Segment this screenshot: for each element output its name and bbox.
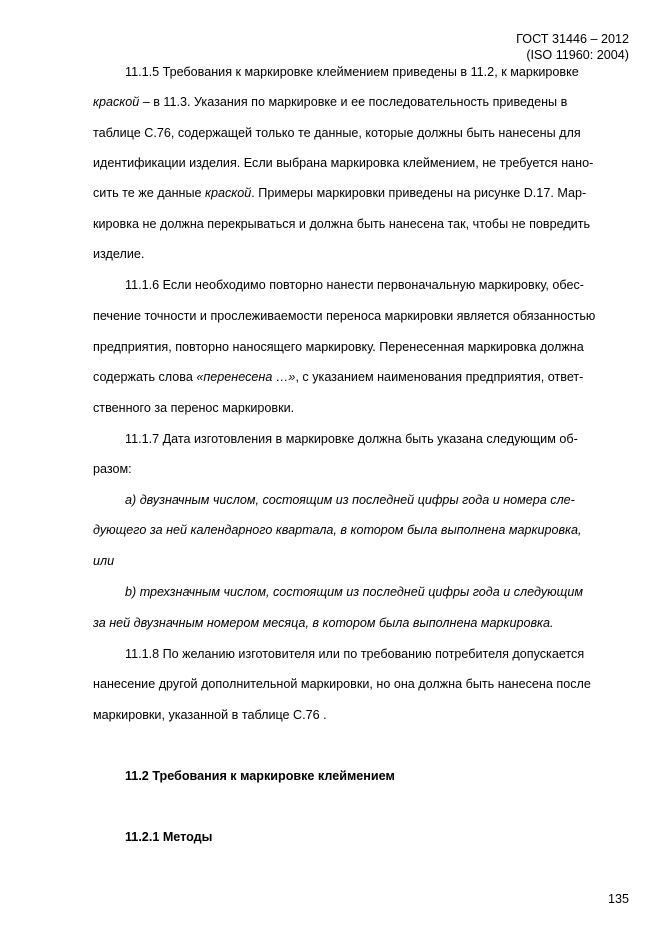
- list-item-b-line: за ней двузначным номером месяца, в котором была выполнена маркировка.: [93, 616, 554, 630]
- italic-text: «перенесена …»: [196, 370, 296, 384]
- para-11-1-5-line: [93, 185, 586, 201]
- para-11-1-5-line: [93, 94, 567, 110]
- para-11-1-5-line: изделие.: [93, 247, 145, 261]
- subsection-heading-11-2-1: 11.2.1 Методы: [125, 830, 213, 844]
- para-11-1-8-line: 11.1.8 По желанию изготовителя или по требованию потребителя допускается: [125, 647, 585, 661]
- para-11-1-5-line: 11.1.5 Требования к маркировке клеймением приведены в 11.2, к маркировке: [125, 65, 579, 79]
- para-11-1-8-line: маркировки, указанной в таблице C.76 .: [93, 708, 327, 722]
- text-run: – в 11.3. Указания по маркировке и ее последовательность приведены в: [139, 95, 568, 109]
- text-run: , с указанием наименования предприятия, ответ-: [295, 370, 584, 384]
- list-item-a-line: дующего за ней календарного квартала, в котором была выполнена маркировка,: [93, 523, 582, 537]
- italic-text: краской: [93, 95, 140, 109]
- text-run: . Примеры маркировки приведены на рисунке D.17. Мар-: [251, 186, 587, 200]
- para-11-1-7-line: разом:: [93, 462, 132, 476]
- list-item-a-line: или: [93, 554, 115, 568]
- para-11-1-5-line: таблице C.76, содержащей только те данные, которые должны быть нанесены для: [93, 126, 581, 140]
- para-11-1-8-line: нанесение другой дополнительной маркировки, но она должна быть нанесена после: [93, 677, 591, 691]
- para-11-1-7-line: 11.1.7 Дата изготовления в маркировке должна быть указана следующим об-: [125, 432, 578, 446]
- para-11-1-5-line: идентификации изделия. Если выбрана маркировка клеймением, не требуется нано-: [93, 156, 594, 170]
- italic-text: краской: [205, 186, 252, 200]
- list-item-a-line: a) двузначным числом, состоящим из последней цифры года и номера сле-: [125, 493, 575, 507]
- list-item-b-line: b) трехзначным числом, состоящим из последней цифры года и следующим: [125, 585, 583, 599]
- page-number: 135: [607, 892, 629, 906]
- para-11-1-6-line: предприятия, повторно наносящего маркировку. Перенесенная маркировка должна: [93, 340, 584, 354]
- text-run: содержать слова: [93, 370, 197, 384]
- standard-designation: ГОСТ 31446 – 2012: [516, 32, 629, 46]
- para-11-1-6-line: ственного за перенос маркировки.: [93, 401, 295, 415]
- section-heading-11-2: 11.2 Требования к маркировке клеймением: [125, 769, 395, 783]
- para-11-1-6-line: [93, 369, 583, 385]
- text-run: сить те же данные: [93, 186, 206, 200]
- iso-reference: (ISO 11960: 2004): [526, 48, 629, 62]
- para-11-1-6-line: 11.1.6 Если необходимо повторно нанести первоначальную маркировку, обес-: [125, 278, 584, 292]
- para-11-1-5-line: кировка не должна перекрываться и должна быть нанесена так, чтобы не повредить: [93, 217, 591, 231]
- para-11-1-6-line: печение точности и прослеживаемости переноса маркировки является обязанностью: [93, 309, 596, 323]
